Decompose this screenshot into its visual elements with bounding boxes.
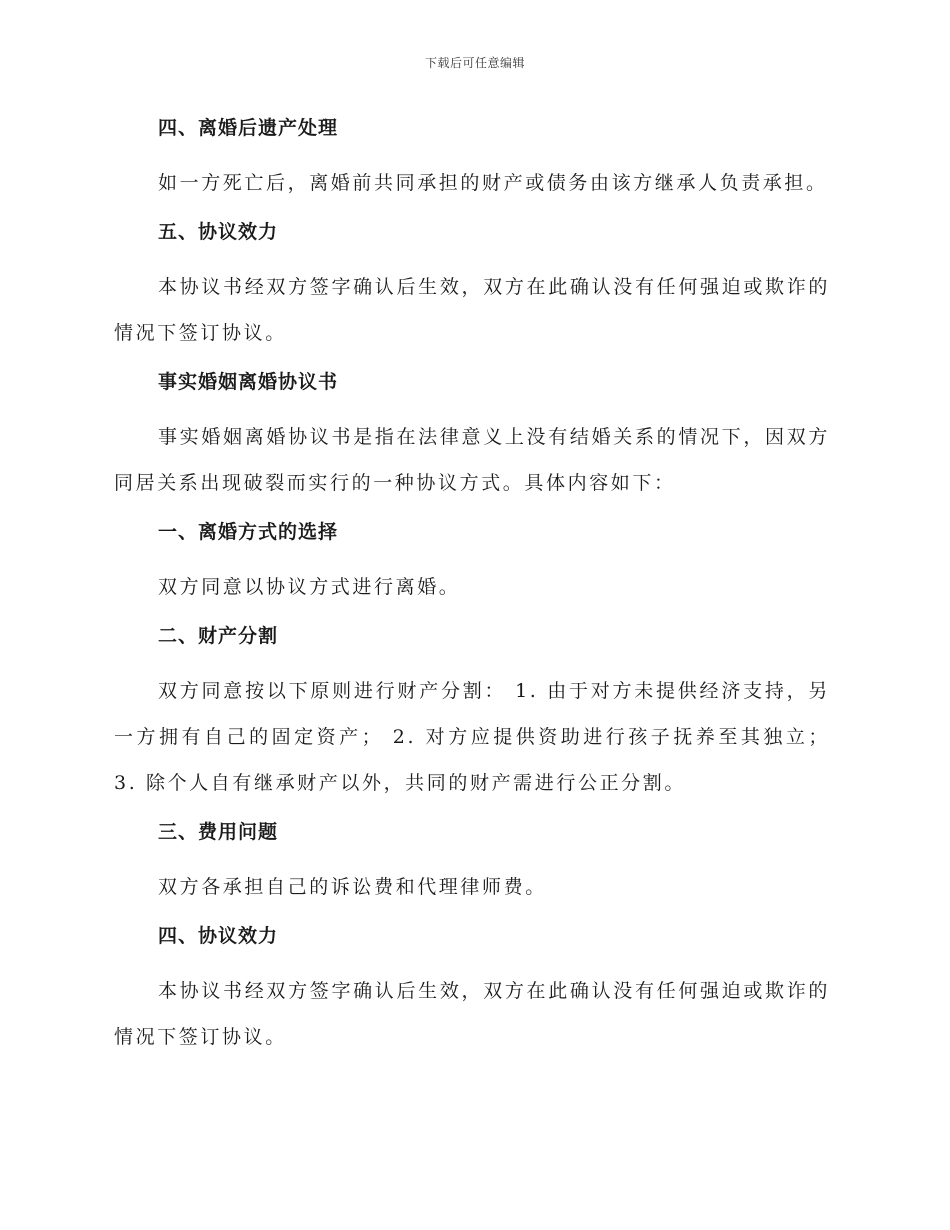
section-heading-effect: 五、协议效力 [158,221,279,243]
paragraph-fees: 双方各承担自己的诉讼费和代理律师费。 [158,876,547,898]
paragraph-divorce-method: 双方同意以协议方式进行离婚。 [158,576,461,598]
paragraph-agreement-effect: 本协议书经双方签字确认后生效，双方在此确认没有任何强迫或欺诈的情况下签订协议。 [114,980,830,1048]
paragraph-property: 双方同意按以下原则进行财产分割： 1. 由于对方未提供经济支持，另一方拥有自己的固定资产； 2. 对方应提供资助进行孩子抚养至其独立； 3. 除个人自有继承财产以外，共同的财产需进行公正分割。 [114,680,830,794]
section-heading-agreement-effect: 四、协议效力 [158,925,279,947]
section-heading-inheritance: 四、离婚后遗产处理 [158,117,339,139]
section-heading-divorce-method: 一、离婚方式的选择 [158,521,339,543]
section-heading-property: 二、财产分割 [158,625,279,647]
document-subtitle: 事实婚姻离婚协议书 [158,371,339,393]
paragraph-effect: 本协议书经双方签字确认后生效，双方在此确认没有任何强迫或欺诈的情况下签订协议。 [114,276,830,344]
paragraph-intro: 事实婚姻离婚协议书是指在法律意义上没有结婚关系的情况下，因双方同居关系出现破裂而实行的一种协议方式。具体内容如下： [114,426,830,494]
page-header: 下载后可任意编辑 [424,56,525,70]
paragraph-inheritance: 如一方死亡后，离婚前共同承担的财产或债务由该方继承人负责承担。 [158,172,828,194]
section-heading-fees: 三、费用问题 [158,821,279,843]
document-body [114,108,830,1066]
